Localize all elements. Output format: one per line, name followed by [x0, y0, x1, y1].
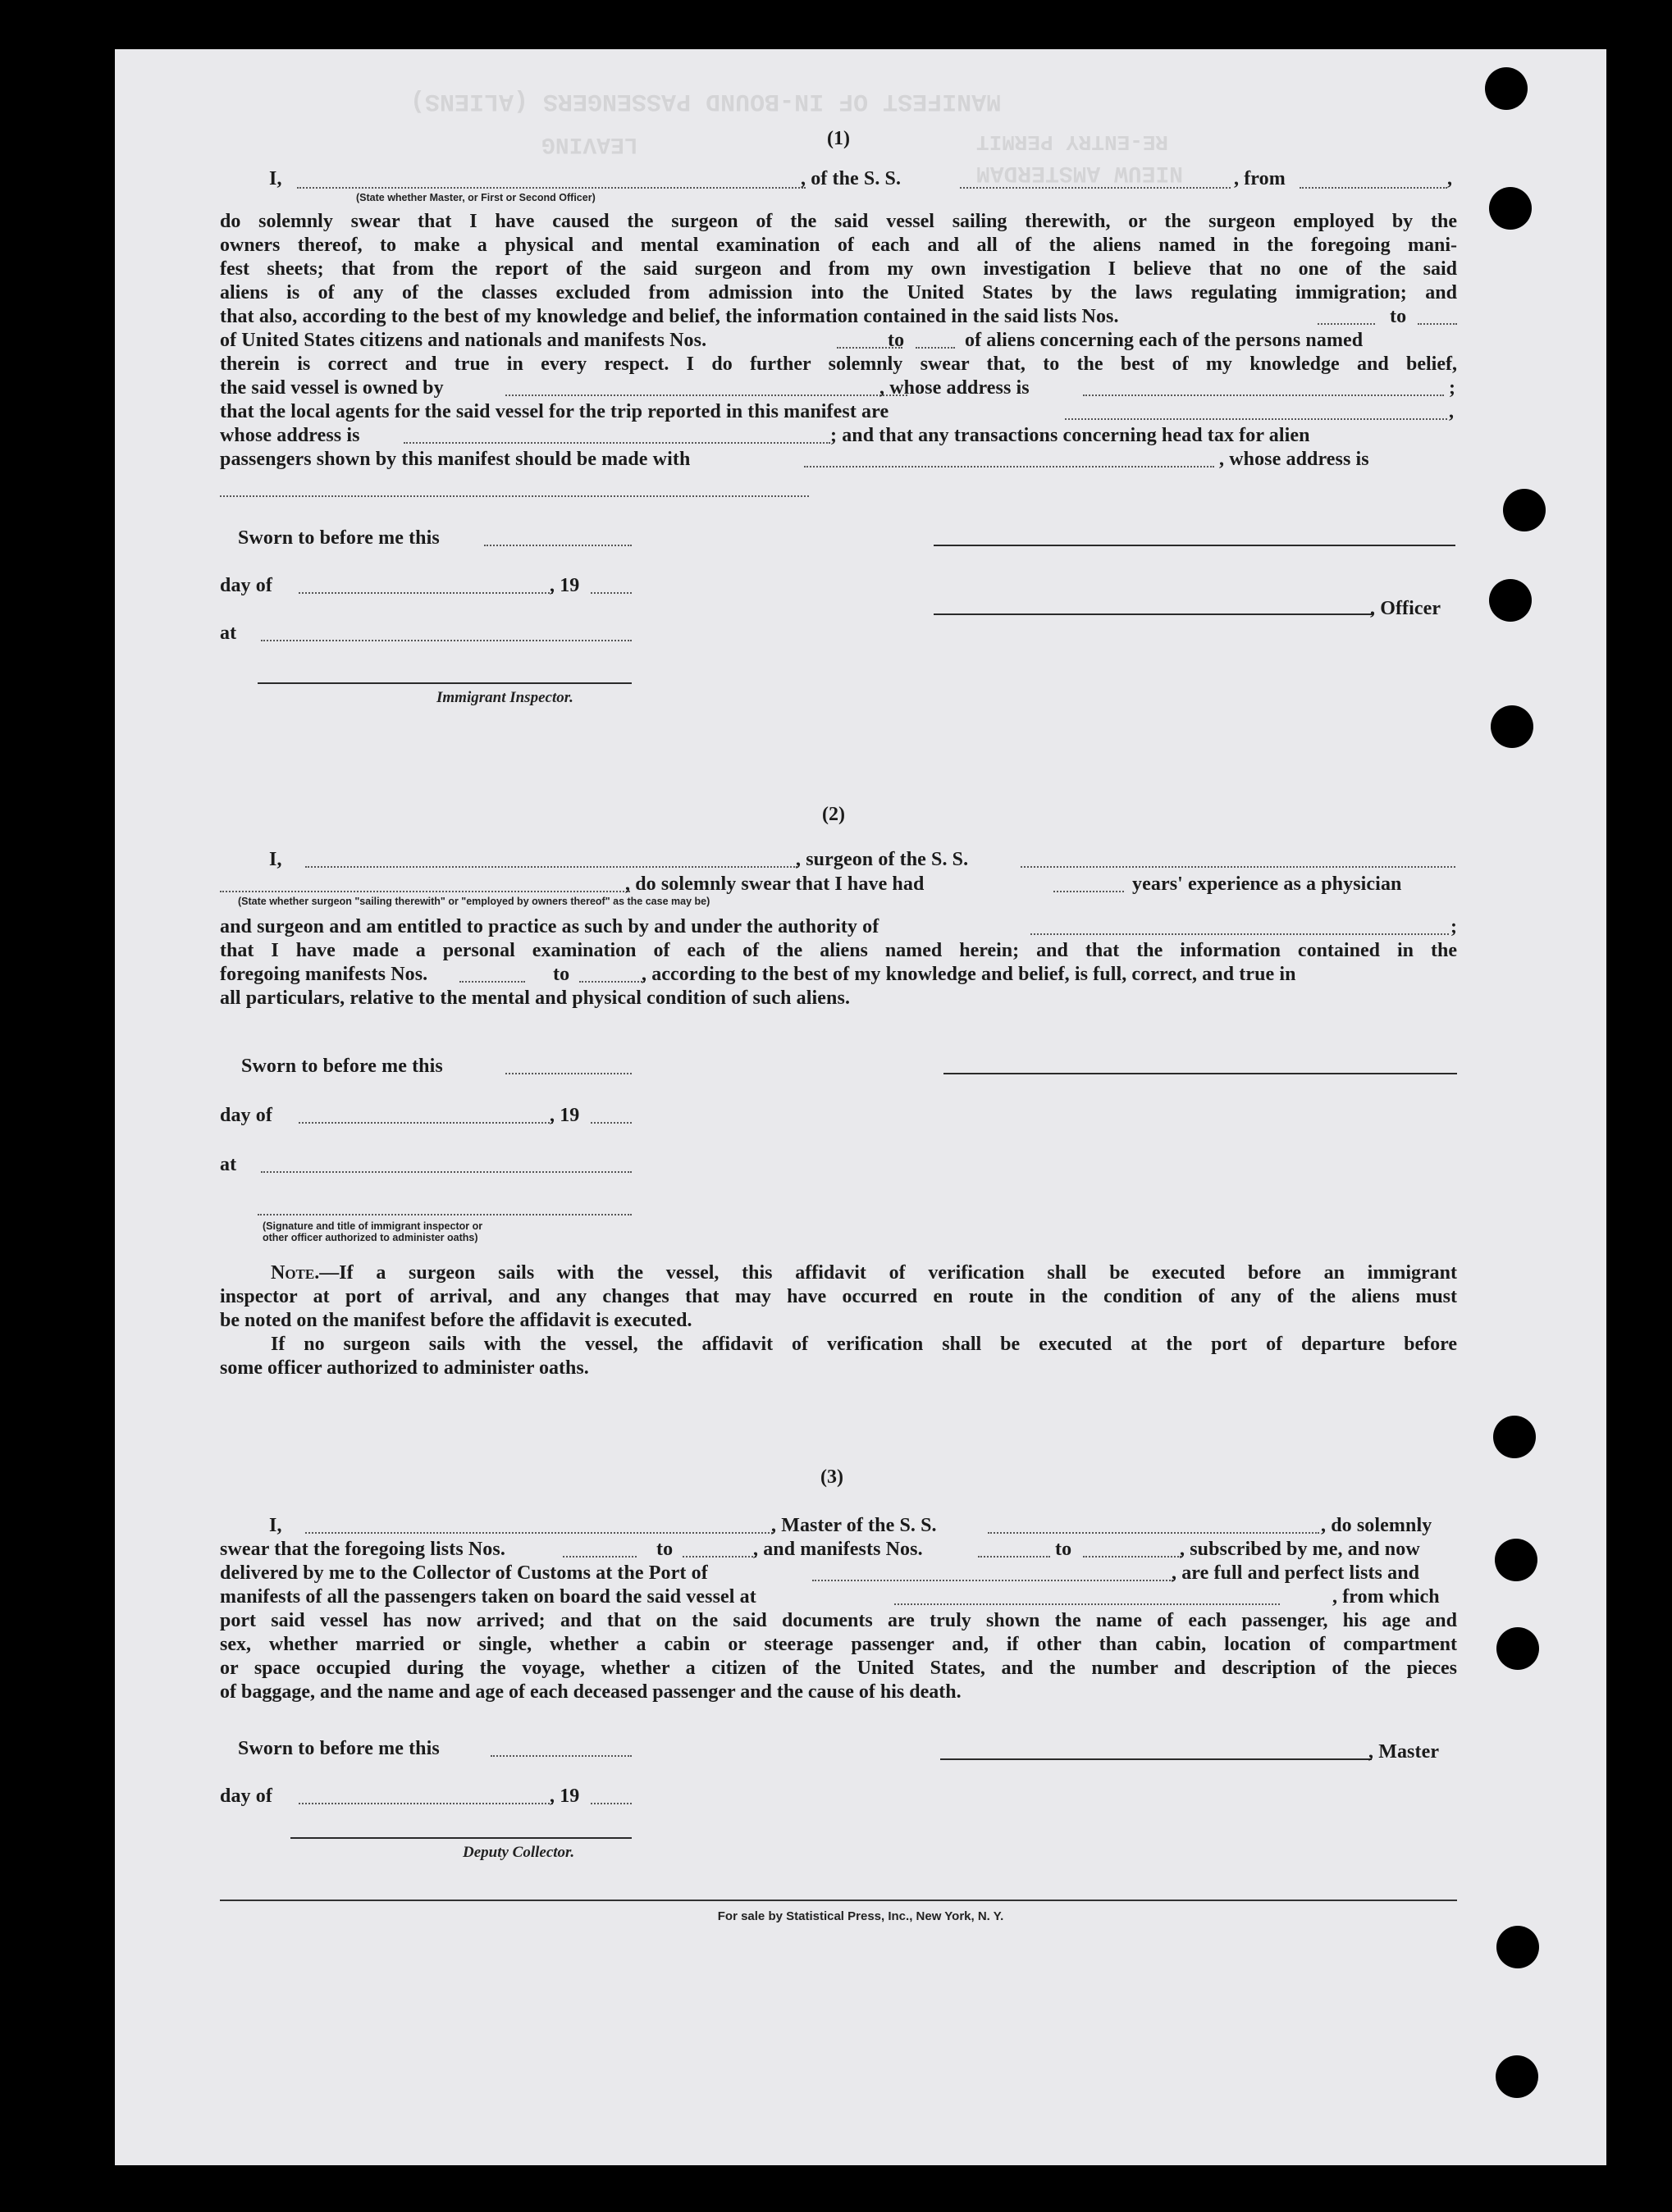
text: ; and that any transactions concerning head tax for alien — [830, 425, 1310, 446]
text: Sworn to before me this — [238, 527, 440, 549]
blank-line — [1318, 323, 1375, 325]
footer-rule — [220, 1900, 1457, 1901]
blank-line — [299, 592, 553, 594]
text-line: port said vessel has now arrived; and that on the said documents are truly shown the name of each passenger, his age and — [220, 1610, 1457, 1631]
text-line — [220, 353, 1457, 376]
printer-imprint: For sale by Statistical Press, Inc., New York, N. Y. — [717, 1909, 1004, 1923]
text: , whose address is — [1219, 449, 1369, 470]
blank-line — [220, 891, 630, 892]
blank-line — [563, 1556, 637, 1558]
text: ; — [1449, 377, 1456, 399]
text: of United States citizens and nationals and manifests Nos. — [220, 330, 707, 351]
text-line: sex, whether married or single, whether a cabin or steerage passenger and, if other than cabin, location of compartment — [220, 1634, 1457, 1655]
text-line: of baggage, and the name and age of each deceased passenger and the cause of his death. — [220, 1681, 962, 1703]
blank-line — [812, 1580, 1173, 1581]
text: ; — [1450, 916, 1458, 937]
punch-hole — [1491, 705, 1533, 748]
text-line: some officer authorized to administer oaths. — [220, 1357, 589, 1379]
text: to — [888, 330, 905, 351]
text: , and manifests Nos. — [753, 1539, 923, 1560]
punch-hole — [1503, 489, 1546, 531]
text-line: fest sheets; that from the report of the said surgeon and from my own investigation I believe that no one of the said — [220, 258, 1457, 280]
blank-line — [220, 495, 809, 497]
blank-line — [1053, 891, 1124, 892]
text: at — [220, 623, 237, 644]
text-line: inspector at port of arrival, and any changes that may have occurred en route in the condition of any of the aliens must — [220, 1286, 1457, 1307]
bleed-through-text: LEAVING — [541, 131, 638, 157]
text: Sworn to before me this — [238, 1738, 440, 1759]
field-hint: (State whether surgeon "sailing therewith" or "employed by owners thereof" as the case may be) — [238, 896, 710, 907]
blank-line — [916, 347, 955, 349]
text: day of — [220, 1786, 272, 1807]
blank-line — [261, 640, 632, 641]
punch-hole — [1496, 1627, 1539, 1670]
blank-line — [484, 545, 632, 546]
text: , 19 — [550, 1105, 580, 1126]
signature-line — [934, 545, 1455, 546]
note-label: Note. — [271, 1262, 320, 1284]
blank-line — [505, 1073, 632, 1074]
blank-line — [1065, 418, 1447, 420]
section-3-heading: (3) — [820, 1466, 843, 1488]
text: , subscribed by me, and now — [1180, 1539, 1420, 1560]
bleed-through-text: NIEUW AMSTERDAM — [976, 160, 1184, 185]
blank-line — [591, 1122, 632, 1124]
text-line: that I have made a personal examination of each of the aliens named herein; and that the information contained in the — [220, 940, 1457, 961]
text-line: do solemnly swear that I have caused the surgeon of the said vessel sailing therewith, or the surgeon employed by the — [220, 211, 1457, 232]
text: to — [553, 964, 570, 985]
text: swear that the foregoing lists Nos. — [220, 1539, 505, 1560]
signature-caption: (Signature and title of immigrant inspector or — [263, 1220, 483, 1232]
text: passengers shown by this manifest should be made with — [220, 449, 691, 470]
text: the said vessel is owned by — [220, 377, 444, 399]
blank-line — [1021, 866, 1455, 868]
text: , do solemnly — [1321, 1515, 1432, 1536]
blank-line — [1083, 1556, 1181, 1558]
blank-line — [579, 981, 645, 983]
blank-line — [804, 466, 1214, 467]
punch-hole — [1485, 67, 1528, 110]
text: I, — [269, 849, 282, 870]
blank-line — [978, 1556, 1050, 1558]
section-1-heading: (1) — [827, 128, 850, 149]
text: , Master of the S. S. — [771, 1515, 937, 1536]
punch-hole — [1489, 187, 1532, 230]
punch-hole — [1496, 2055, 1538, 2098]
text: to — [1055, 1539, 1072, 1560]
field-hint: (State whether Master, or First or Second Officer) — [356, 192, 596, 203]
text: , 19 — [550, 575, 580, 596]
note-paragraph — [220, 1261, 1457, 1380]
punch-hole — [1495, 1539, 1537, 1581]
signature-caption: other officer authorized to administer oaths) — [263, 1232, 478, 1243]
text: , are full and perfect lists and — [1172, 1562, 1420, 1584]
text: all particulars, relative to the mental and physical condition of such aliens. — [220, 987, 851, 1009]
text: , of the S. S. — [801, 168, 902, 189]
signature-line — [943, 1073, 1457, 1074]
text: , — [1447, 168, 1453, 189]
bleed-through-text: RE-ENTRY PERMIT — [976, 130, 1169, 154]
blank-line — [505, 395, 907, 396]
text: to — [656, 1539, 674, 1560]
blank-line — [459, 981, 525, 983]
signature-caption: Deputy Collector. — [463, 1844, 575, 1861]
text-line: or space occupied during the voyage, whether a citizen of the United States, and the number and description of the pieces — [220, 1658, 1457, 1679]
punch-hole — [1489, 579, 1532, 622]
text: , from which — [1332, 1586, 1440, 1608]
text: manifests of all the passengers taken on board the said vessel at — [220, 1586, 756, 1608]
signature-line — [290, 1837, 632, 1839]
text: years' experience as a physician — [1132, 873, 1402, 895]
blank-line — [404, 442, 830, 444]
text-line: therein is correct and true in every respect. I do further solemnly swear that, to the best of my knowledge and belief, — [220, 353, 1457, 375]
blank-line — [305, 1532, 773, 1534]
text: , Master — [1368, 1741, 1440, 1763]
text: to — [1390, 306, 1407, 327]
text: at — [220, 1154, 237, 1175]
text: foregoing manifests Nos. — [220, 964, 428, 985]
blank-line — [299, 1122, 553, 1124]
text: , 19 — [550, 1786, 580, 1807]
signature-caption: Immigrant Inspector. — [436, 689, 573, 706]
signature-line — [934, 613, 1373, 615]
blank-line — [258, 1214, 632, 1215]
text: and surgeon and am entitled to practice as such by and under the authority of — [220, 916, 879, 937]
text: , surgeon of the S. S. — [796, 849, 969, 870]
blank-line — [988, 1532, 1319, 1534]
text: , from — [1234, 168, 1286, 189]
bleed-through-text: MANIFEST OF IN-BOUND PASSENGERS (ALIENS) — [410, 87, 1002, 115]
text: that the local agents for the said vessel for the trip reported in this manifest are — [220, 401, 889, 422]
text: day of — [220, 575, 272, 596]
text: of aliens concerning each of the persons named — [965, 330, 1364, 351]
text-line: aliens is of any of the classes excluded from admission into the United States by the laws regulating immigration; and — [220, 282, 1457, 303]
text: , do solemnly swear that I have had — [625, 873, 925, 895]
blank-line — [297, 187, 806, 189]
text: , — [1449, 401, 1455, 422]
text: day of — [220, 1105, 272, 1126]
blank-line — [1083, 395, 1444, 396]
blank-line — [491, 1755, 632, 1757]
text-line: If no surgeon sails with the vessel, the affidavit of verification shall be executed at the port of departure before — [271, 1334, 1457, 1355]
form-page — [115, 49, 1606, 2165]
text: , whose address is — [879, 377, 1030, 399]
section-1-body — [220, 210, 1457, 305]
blank-line — [305, 866, 797, 868]
text: , Officer — [1370, 598, 1441, 619]
blank-line — [299, 1803, 553, 1804]
blank-line — [960, 187, 1231, 189]
text: —If a surgeon sails with the vessel, this affidavit of verification shall be executed before an immigrant — [319, 1262, 1457, 1284]
blank-line — [1030, 933, 1449, 935]
signature-line — [940, 1758, 1372, 1760]
blank-line — [591, 1803, 632, 1804]
text: delivered by me to the Collector of Customs at the Port of — [220, 1562, 708, 1584]
text: I, — [269, 168, 282, 189]
text-line — [220, 939, 1457, 963]
text-line — [220, 1261, 1457, 1285]
punch-hole — [1496, 1926, 1539, 1968]
section-3-body — [220, 1609, 1457, 1704]
text-line: owners thereof, to make a physical and mental examination of each and all of the aliens named in the foregoing mani- — [220, 235, 1457, 256]
blank-line — [591, 592, 632, 594]
blank-line — [1300, 187, 1447, 189]
text: Sworn to before me this — [241, 1056, 443, 1077]
text: whose address is — [220, 425, 360, 446]
text: that also, according to the best of my knowledge and belief, the information contained in the said lists Nos. — [220, 306, 1119, 327]
blank-line — [1418, 323, 1457, 325]
text-line: be noted on the manifest before the affidavit is executed. — [220, 1310, 692, 1331]
section-2-heading: (2) — [822, 804, 845, 825]
text: , according to the best of my knowledge and belief, is full, correct, and true in — [642, 964, 1296, 985]
blank-line — [261, 1171, 632, 1173]
text: I, — [269, 1515, 282, 1536]
blank-line — [683, 1556, 756, 1558]
blank-line — [894, 1603, 1280, 1605]
punch-hole — [1493, 1416, 1536, 1458]
signature-line — [258, 682, 632, 684]
